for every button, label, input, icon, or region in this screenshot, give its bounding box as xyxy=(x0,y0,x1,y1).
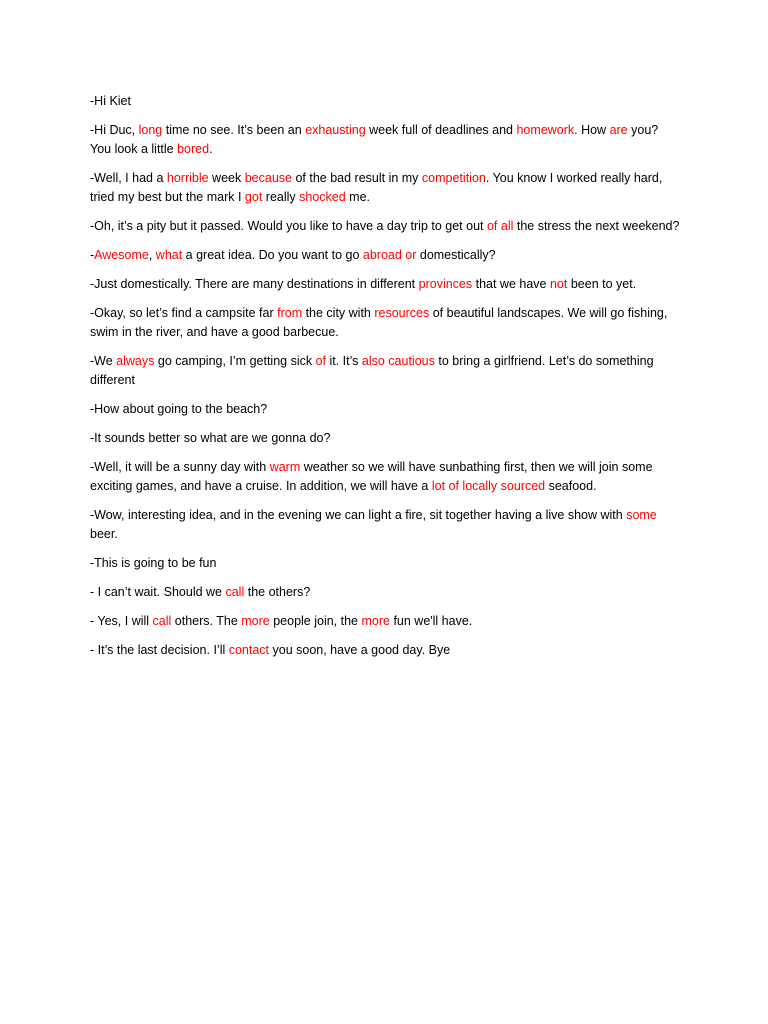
dialogue-text: beer. xyxy=(90,527,118,541)
dialogue-text: -How about going to the beach? xyxy=(90,402,268,416)
dialogue-text: fun we'll have. xyxy=(389,614,473,628)
dialogue-text: . How xyxy=(574,123,610,137)
dialogue-text: a great idea. Do you want to go xyxy=(182,248,363,262)
dialogue-line xyxy=(90,217,682,236)
highlighted-word: contact xyxy=(228,643,270,657)
dialogue-text: people join, the xyxy=(269,614,362,628)
dialogue-text: the city with xyxy=(302,306,375,320)
dialogue-text: to bring a girlfriend. Let’s do something different xyxy=(90,354,654,387)
dialogue-text: the stress the next weekend? xyxy=(513,219,680,233)
dialogue-text: me. xyxy=(345,190,371,204)
dialogue-text: -This is going to be fun xyxy=(90,556,217,570)
dialogue-line xyxy=(90,554,682,573)
dialogue-text: you? You look a little xyxy=(90,123,659,156)
dialogue-text: really xyxy=(262,190,300,204)
dialogue-line xyxy=(90,275,682,294)
dialogue-text: . You know I worked really hard, tried my best but the mark I xyxy=(90,171,663,204)
dialogue-text: seafood. xyxy=(545,479,597,493)
dialogue-text: the others? xyxy=(244,585,311,599)
highlighted-word: what xyxy=(155,248,183,262)
highlighted-word: from xyxy=(277,306,303,320)
dialogue-text: -Okay, so let’s find a campsite far xyxy=(90,306,278,320)
dialogue-text: - It’s the last decision. I’ll xyxy=(90,643,229,657)
dialogue-line xyxy=(90,429,682,448)
dialogue-text: -Well, I had a xyxy=(90,171,167,185)
dialogue-text: been to yet. xyxy=(567,277,637,291)
dialogue-text: - Yes, I will xyxy=(90,614,153,628)
highlighted-word: homework xyxy=(516,123,575,137)
highlighted-word: got xyxy=(244,190,263,204)
dialogue-text: week xyxy=(208,171,245,185)
dialogue-text: . xyxy=(209,142,213,156)
dialogue-text: -Wow, interesting idea, and in the evening we can light a fire, sit together having a live show with xyxy=(90,508,627,522)
highlighted-word: competition xyxy=(421,171,486,185)
highlighted-word: abroad or xyxy=(362,248,417,262)
dialogue-text: -It sounds better so what are we gonna do? xyxy=(90,431,331,445)
dialogue-line xyxy=(90,169,682,207)
dialogue-text: -Oh, it’s a pity but it passed. Would you like to have a day trip to get out xyxy=(90,219,487,233)
highlighted-word: always xyxy=(116,354,155,368)
highlighted-word: bored xyxy=(177,142,210,156)
dialogue-text: - I can’t wait. Should we xyxy=(90,585,226,599)
highlighted-word: shocked xyxy=(299,190,346,204)
document-page xyxy=(90,92,682,670)
dialogue-line xyxy=(90,583,682,602)
highlighted-word: of all xyxy=(486,219,514,233)
dialogue-text: of beautiful landscapes. We will go fishing, swim in the river, and have a good barbecue. xyxy=(90,306,668,339)
dialogue-line xyxy=(90,400,682,419)
highlighted-word: Awesome xyxy=(94,248,149,262)
dialogue-text: time no see. It’s been an xyxy=(162,123,306,137)
highlighted-word: warm xyxy=(269,460,301,474)
highlighted-word: also cautious xyxy=(361,354,435,368)
dialogue-text: week full of deadlines and xyxy=(365,123,517,137)
dialogue-line xyxy=(90,641,682,660)
dialogue-line xyxy=(90,246,682,265)
dialogue-text: weather so we will have sunbathing first, then we will join some exciting games, and have a cruise. In addition, we will have a xyxy=(90,460,653,493)
dialogue-text: that we have xyxy=(472,277,550,291)
dialogue-text: others. The xyxy=(171,614,242,628)
highlighted-word: more xyxy=(241,614,270,628)
highlighted-word: horrible xyxy=(166,171,209,185)
dialogue-line xyxy=(90,121,682,159)
dialogue-text: -Hi Kiet xyxy=(90,94,131,108)
dialogue-text: of the bad result in my xyxy=(291,171,422,185)
highlighted-word: not xyxy=(549,277,568,291)
highlighted-word: long xyxy=(138,123,163,137)
highlighted-word: call xyxy=(225,585,245,599)
dialogue-line xyxy=(90,352,682,390)
dialogue-text: , xyxy=(148,248,156,262)
dialogue-line xyxy=(90,506,682,544)
highlighted-word: more xyxy=(361,614,390,628)
dialogue-body xyxy=(90,92,682,660)
highlighted-word: because xyxy=(244,171,292,185)
highlighted-word: are xyxy=(609,123,628,137)
dialogue-text: -Just domestically. There are many destinations in different xyxy=(90,277,419,291)
dialogue-text: you soon, have a good day. Bye xyxy=(269,643,451,657)
highlighted-word: resources xyxy=(374,306,430,320)
dialogue-line xyxy=(90,612,682,631)
highlighted-word: provinces xyxy=(418,277,473,291)
dialogue-text: domestically? xyxy=(416,248,496,262)
dialogue-text: it. It’s xyxy=(326,354,362,368)
highlighted-word: lot of locally sourced xyxy=(431,479,546,493)
dialogue-text: go camping, I’m getting sick xyxy=(154,354,316,368)
dialogue-text: -We xyxy=(90,354,117,368)
dialogue-line xyxy=(90,458,682,496)
dialogue-line xyxy=(90,304,682,342)
highlighted-word: some xyxy=(626,508,657,522)
highlighted-word: exhausting xyxy=(305,123,366,137)
dialogue-text: - xyxy=(90,248,95,262)
dialogue-line xyxy=(90,92,682,111)
highlighted-word: call xyxy=(152,614,172,628)
highlighted-word: of xyxy=(315,354,327,368)
dialogue-text: -Hi Duc, xyxy=(90,123,139,137)
dialogue-text: -Well, it will be a sunny day with xyxy=(90,460,270,474)
